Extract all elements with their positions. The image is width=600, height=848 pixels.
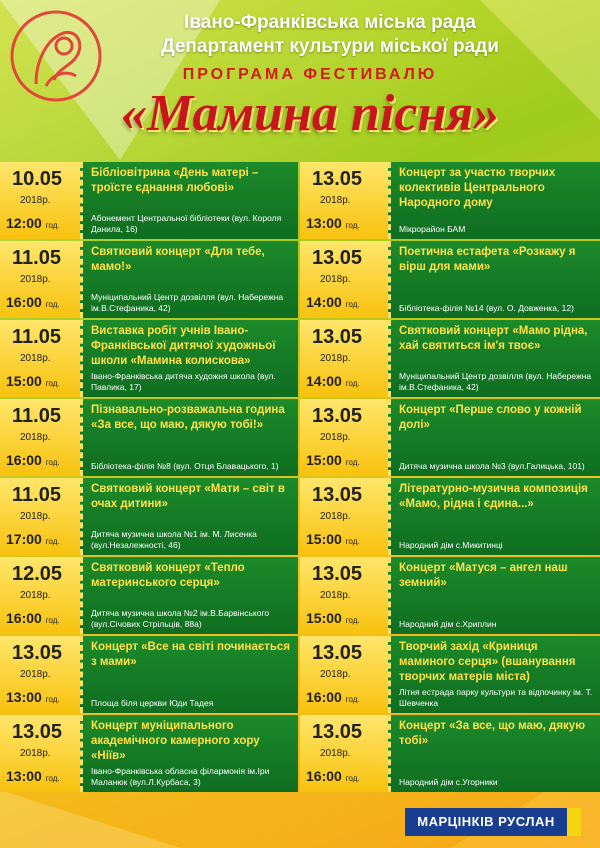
event-time: 15:00 [306, 531, 342, 547]
event-info [388, 715, 600, 792]
event-row [300, 636, 600, 715]
event-date-cell [0, 320, 80, 397]
event-info [80, 557, 298, 634]
event-year: 2018р. [320, 432, 351, 443]
event-date-cell [300, 241, 388, 318]
event-time: 16:00 [6, 294, 42, 310]
event-info [388, 636, 600, 713]
event-date-cell [300, 636, 388, 713]
event-info [388, 557, 600, 634]
sponsor-badge: МАРЦІНКІВ РУСЛАН [405, 808, 581, 836]
event-venue: Абонемент Центральної бібліотеки (вул. Короля Данила, 16) [91, 213, 282, 234]
event-year: 2018р. [320, 590, 351, 601]
event-row [300, 162, 600, 241]
event-venue: Площа біля церкви Юди Тадея [91, 698, 214, 708]
event-year: 2018р. [20, 748, 51, 759]
event-time: 15:00 [306, 452, 342, 468]
event-time: 15:00 [306, 610, 342, 626]
event-time-wrap [6, 531, 60, 547]
event-date-cell [300, 478, 388, 555]
event-time: 13:00 [306, 215, 342, 231]
event-row [0, 162, 300, 241]
event-name: Бібліовітрина «День матері – троїсте єднання любові» [91, 167, 259, 194]
event-name: Пізнавально-розважальна година «За все, що маю, дякую тобі!» [91, 404, 285, 431]
event-venue: Муніципальний Центр дозвілля (вул. Набережна ім.В.Стефаника, 42) [91, 292, 284, 313]
event-year: 2018р. [320, 195, 351, 206]
event-year: 2018р. [20, 353, 51, 364]
event-name: Концерт «Матуся – ангел наш земний» [399, 562, 568, 589]
event-row [300, 557, 600, 636]
event-row [300, 478, 600, 557]
event-venue: Мікрорайон БАМ [399, 224, 466, 234]
event-date-cell [0, 636, 80, 713]
event-time-suffix: год. [345, 774, 360, 783]
event-time: 16:00 [306, 689, 342, 705]
event-info [80, 636, 298, 713]
event-date: 13.05 [312, 563, 363, 585]
event-time: 12:00 [6, 215, 42, 231]
event-info [388, 320, 600, 397]
event-row [0, 557, 300, 636]
event-time-wrap [306, 373, 360, 389]
event-date: 13.05 [312, 326, 363, 348]
event-info [80, 399, 298, 476]
event-time: 16:00 [6, 452, 42, 468]
event-date: 12.05 [12, 563, 63, 585]
event-name: Святковий концерт «Мамо рідна, хай святиться ім'я твоє» [399, 325, 588, 352]
event-time-suffix: год. [45, 774, 60, 783]
event-time-wrap [6, 294, 60, 310]
event-info [388, 478, 600, 555]
event-name: Концерт муніципального академічного камерного хору «Ніїв» [91, 720, 260, 762]
event-date-cell [300, 557, 388, 634]
event-date: 13.05 [312, 405, 363, 427]
event-venue: Літня естрада парку культури та відпочинку ім. Т. Шевченка [399, 687, 593, 708]
event-name: Концерт «За все, що маю, дякую тобі» [399, 720, 586, 747]
event-time-wrap [6, 452, 60, 468]
event-time-suffix: год. [45, 300, 60, 309]
event-date: 11.05 [12, 405, 61, 427]
organization-line-2: Департамент культури міської ради [161, 36, 499, 57]
schedule-left-column [0, 162, 300, 794]
event-time: 13:00 [6, 768, 42, 784]
event-year: 2018р. [320, 511, 351, 522]
event-date-cell [0, 399, 80, 476]
event-time-suffix: год. [45, 616, 60, 625]
event-time-wrap [6, 610, 60, 626]
schedule [0, 162, 600, 797]
event-date-cell [300, 399, 388, 476]
event-time-suffix: год. [345, 458, 360, 467]
event-time-suffix: год. [45, 458, 60, 467]
event-venue: Народний дім с.Хриплин [399, 619, 497, 629]
event-row [300, 241, 600, 320]
event-name: Літературно-музична композиція «Мамо, рідна і єдина...» [399, 483, 588, 510]
event-info [388, 399, 600, 476]
program-label: ПРОГРАМА ФЕСТИВАЛЮ [182, 66, 438, 83]
event-date: 11.05 [12, 247, 61, 269]
event-info [80, 320, 298, 397]
event-time: 15:00 [6, 373, 42, 389]
event-time-wrap [306, 215, 360, 231]
event-name: Святковий концерт «Тепло материнського серця» [91, 562, 245, 589]
event-name: Концерт «Перше слово у кожній долі» [399, 404, 582, 431]
event-venue: Дитяча музична школа №2 ім.В.Барвінського (вул.Січових Стрільців, 88а) [91, 608, 270, 629]
event-time-suffix: год. [45, 379, 60, 388]
schedule-right-column [300, 162, 600, 794]
event-date: 10.05 [12, 168, 63, 190]
event-row [300, 320, 600, 399]
event-time: 14:00 [306, 294, 342, 310]
event-name: Творчий захід «Криниця маминого серця» (вшанування творчих матерів міста) [399, 641, 576, 683]
event-time-suffix: год. [45, 537, 60, 546]
event-date-cell [0, 478, 80, 555]
event-info [80, 241, 298, 318]
event-year: 2018р. [320, 748, 351, 759]
event-time-suffix: год. [45, 695, 60, 704]
event-venue: Дитяча музична школа №3 (вул.Галицька, 101) [399, 461, 585, 471]
event-venue: Івано-Франківська дитяча художня школа (вул. Павлика, 17) [91, 371, 276, 392]
event-time-wrap [6, 689, 60, 705]
event-venue: Народний дім с.Угорники [399, 777, 498, 787]
event-name: Поетична естафета «Розкажу я вірш для мами» [399, 246, 576, 273]
event-date: 13.05 [12, 721, 63, 743]
event-name: Концерт «Все на світі починається з мами» [91, 641, 290, 668]
event-date-cell [300, 162, 388, 239]
event-name: Виставка робіт учнів Івано-Франківської дитячої художньої школи «Мамина колискова» [91, 325, 276, 367]
event-time-suffix: год. [345, 221, 360, 230]
event-time: 16:00 [306, 768, 342, 784]
event-date-cell [300, 715, 388, 792]
event-name: Концерт за участю творчих колективів Центрального Народного дому [399, 167, 556, 209]
event-venue: Народний дім с.Микитинці [399, 540, 503, 550]
event-venue: Муніципальний Центр дозвілля (вул. Набережна ім.В.Стефаника, 42) [399, 371, 592, 392]
event-name: Святковий концерт «Мати – світ в очах дитини» [91, 483, 285, 510]
event-date: 11.05 [12, 326, 61, 348]
event-time: 17:00 [6, 531, 42, 547]
event-time-wrap [306, 689, 360, 705]
event-date: 11.05 [12, 484, 61, 506]
event-venue: Бібліотека-філія №8 (вул. Отця Блавацького, 1) [91, 461, 279, 471]
event-time-suffix: год. [345, 379, 360, 388]
event-time-wrap [306, 531, 360, 547]
event-date-cell [300, 320, 388, 397]
event-year: 2018р. [20, 432, 51, 443]
event-date-cell [0, 715, 80, 792]
festival-title: «Мамина пісня» [120, 85, 499, 142]
event-time-suffix: год. [345, 616, 360, 625]
event-venue: Івано-Франківська обласна філармонія ім.Іри Маланюк (вул.Л.Курбаса, 3) [91, 766, 270, 787]
event-date-cell [0, 241, 80, 318]
event-date: 13.05 [12, 642, 63, 664]
event-date: 13.05 [312, 721, 363, 743]
event-row [0, 320, 300, 399]
event-info [80, 162, 298, 239]
event-time-suffix: год. [345, 695, 360, 704]
header [0, 0, 600, 160]
event-row [300, 715, 600, 794]
event-year: 2018р. [20, 511, 51, 522]
event-year: 2018р. [320, 274, 351, 285]
event-time: 13:00 [6, 689, 42, 705]
event-time-suffix: год. [345, 537, 360, 546]
event-info [388, 241, 600, 318]
event-year: 2018р. [20, 590, 51, 601]
event-time-suffix: год. [45, 221, 60, 230]
event-time-wrap [306, 452, 360, 468]
event-row [0, 241, 300, 320]
event-time: 14:00 [306, 373, 342, 389]
event-date-cell [0, 162, 80, 239]
event-date: 13.05 [312, 247, 363, 269]
event-time-wrap [306, 610, 360, 626]
event-info [388, 162, 600, 239]
organization-line-1: Івано-Франківська міська рада [184, 12, 476, 33]
event-date: 13.05 [312, 642, 363, 664]
event-venue: Дитяча музична школа №1 ім. М. Лисенка (вул.Незалежності, 46) [91, 529, 257, 550]
event-time-wrap [6, 768, 60, 784]
event-year: 2018р. [320, 353, 351, 364]
event-row [0, 399, 300, 478]
event-date: 13.05 [312, 168, 363, 190]
event-row [0, 478, 300, 557]
event-time-wrap [6, 373, 60, 389]
event-time-suffix: год. [345, 300, 360, 309]
event-year: 2018р. [20, 669, 51, 680]
event-date: 13.05 [312, 484, 363, 506]
event-info [80, 478, 298, 555]
event-time-wrap [306, 768, 360, 784]
event-date-cell [0, 557, 80, 634]
event-year: 2018р. [20, 195, 51, 206]
event-time-wrap [6, 215, 60, 231]
event-year: 2018р. [20, 274, 51, 285]
event-time-wrap [306, 294, 360, 310]
event-year: 2018р. [320, 669, 351, 680]
event-time: 16:00 [6, 610, 42, 626]
event-venue: Бібліотека-філія №14 (вул. О. Довженка, 12) [399, 303, 574, 313]
event-row [300, 399, 600, 478]
event-row [0, 715, 300, 794]
event-row [0, 636, 300, 715]
event-name: Святковий концерт «Для тебе, мамо!» [91, 246, 265, 273]
event-info [80, 715, 298, 792]
